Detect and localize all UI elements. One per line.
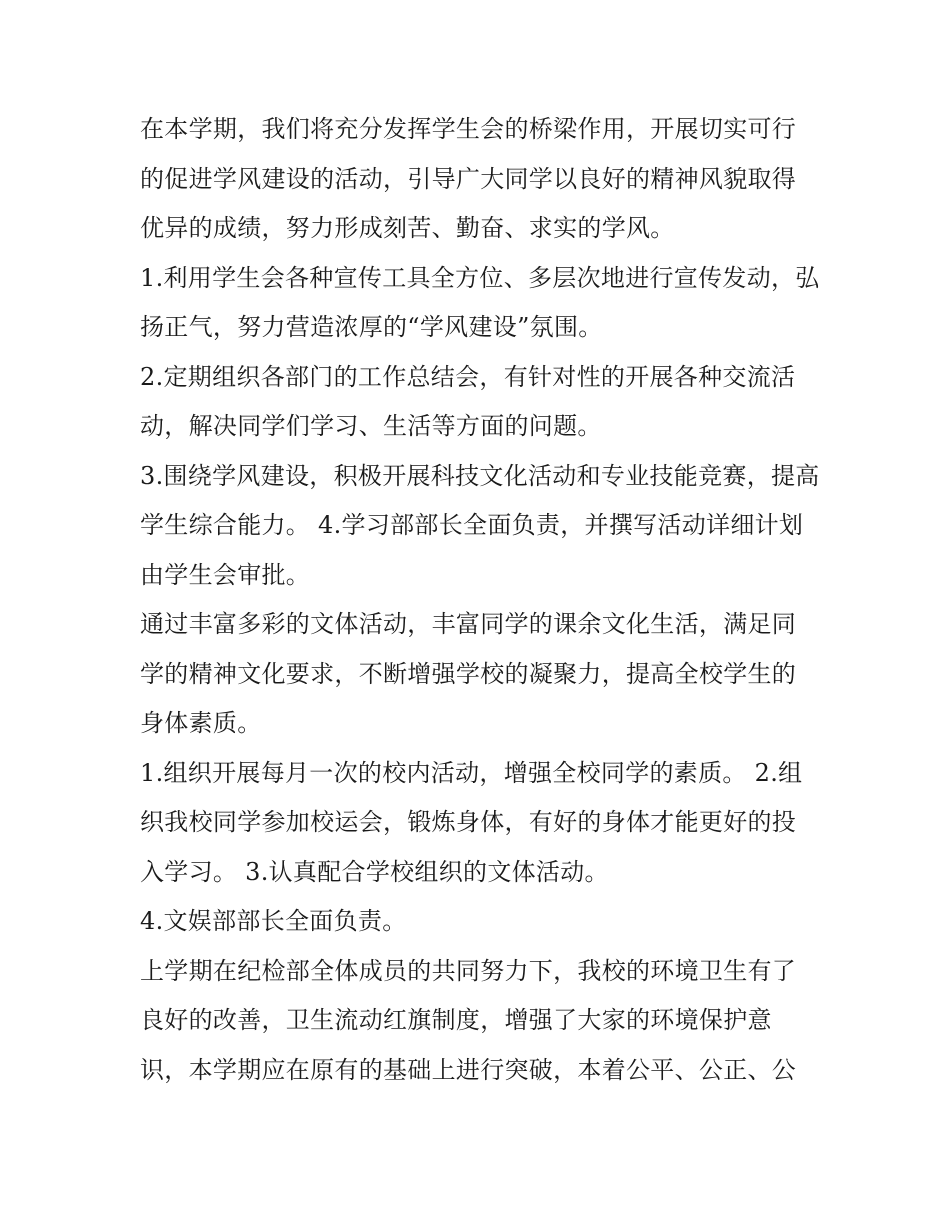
- paragraph-discipline-hygiene: 上学期在纪检部全体成员的共同努力下，我校的环境卫生有了良好的改善，卫生流动红旗制度，增强了大家的环境保护意识，本学期应在原有的基础上进行突破，本着公平、公正、公: [140, 956, 797, 1084]
- paragraph-items-1-3-sports: 1.组织开展每月一次的校内活动，增强全校同学的素质。 2.组织我校同学参加校运会，锻炼身体，有好的身体才能更好的投入学习。 3.认真配合学校组织的文体活动。: [140, 758, 803, 886]
- paragraph-item-3-4-tech-activities: 3.围绕学风建设，积极开展科技文化活动和专业技能竞赛，提高学生综合能力。 4.学习部部长全面负责，并撰写活动详细计划由学生会审批。: [140, 461, 820, 589]
- paragraph-item-1-publicity: 1.利用学生会各种宣传工具全方位、多层次地进行宣传发动，弘扬正气，努力营造浓厚的“学风建设”氛围。: [140, 263, 820, 341]
- document-body: [140, 105, 820, 1095]
- paragraph-intro-study-style: 在本学期，我们将充分发挥学生会的桥梁作用，开展切实可行的促进学风建设的活动，引导广大同学以良好的精神风貌取得优异的成绩，努力形成刻苦、勤奋、求实的学风。: [140, 115, 797, 242]
- paragraph-item-4-entertainment: 4.文娱部部长全面负责。: [140, 907, 407, 935]
- paragraph-item-2-summary-meetings: 2.定期组织各部门的工作总结会，有针对性的开展各种交流活动，解决同学们学习、生活等方面的问题。: [140, 362, 796, 440]
- paragraph-intro-sports-culture: 通过丰富多彩的文体活动，丰富同学的课余文化生活，满足同学的精神文化要求，不断增强学校的凝聚力，提高全校学生的身体素质。: [140, 610, 797, 737]
